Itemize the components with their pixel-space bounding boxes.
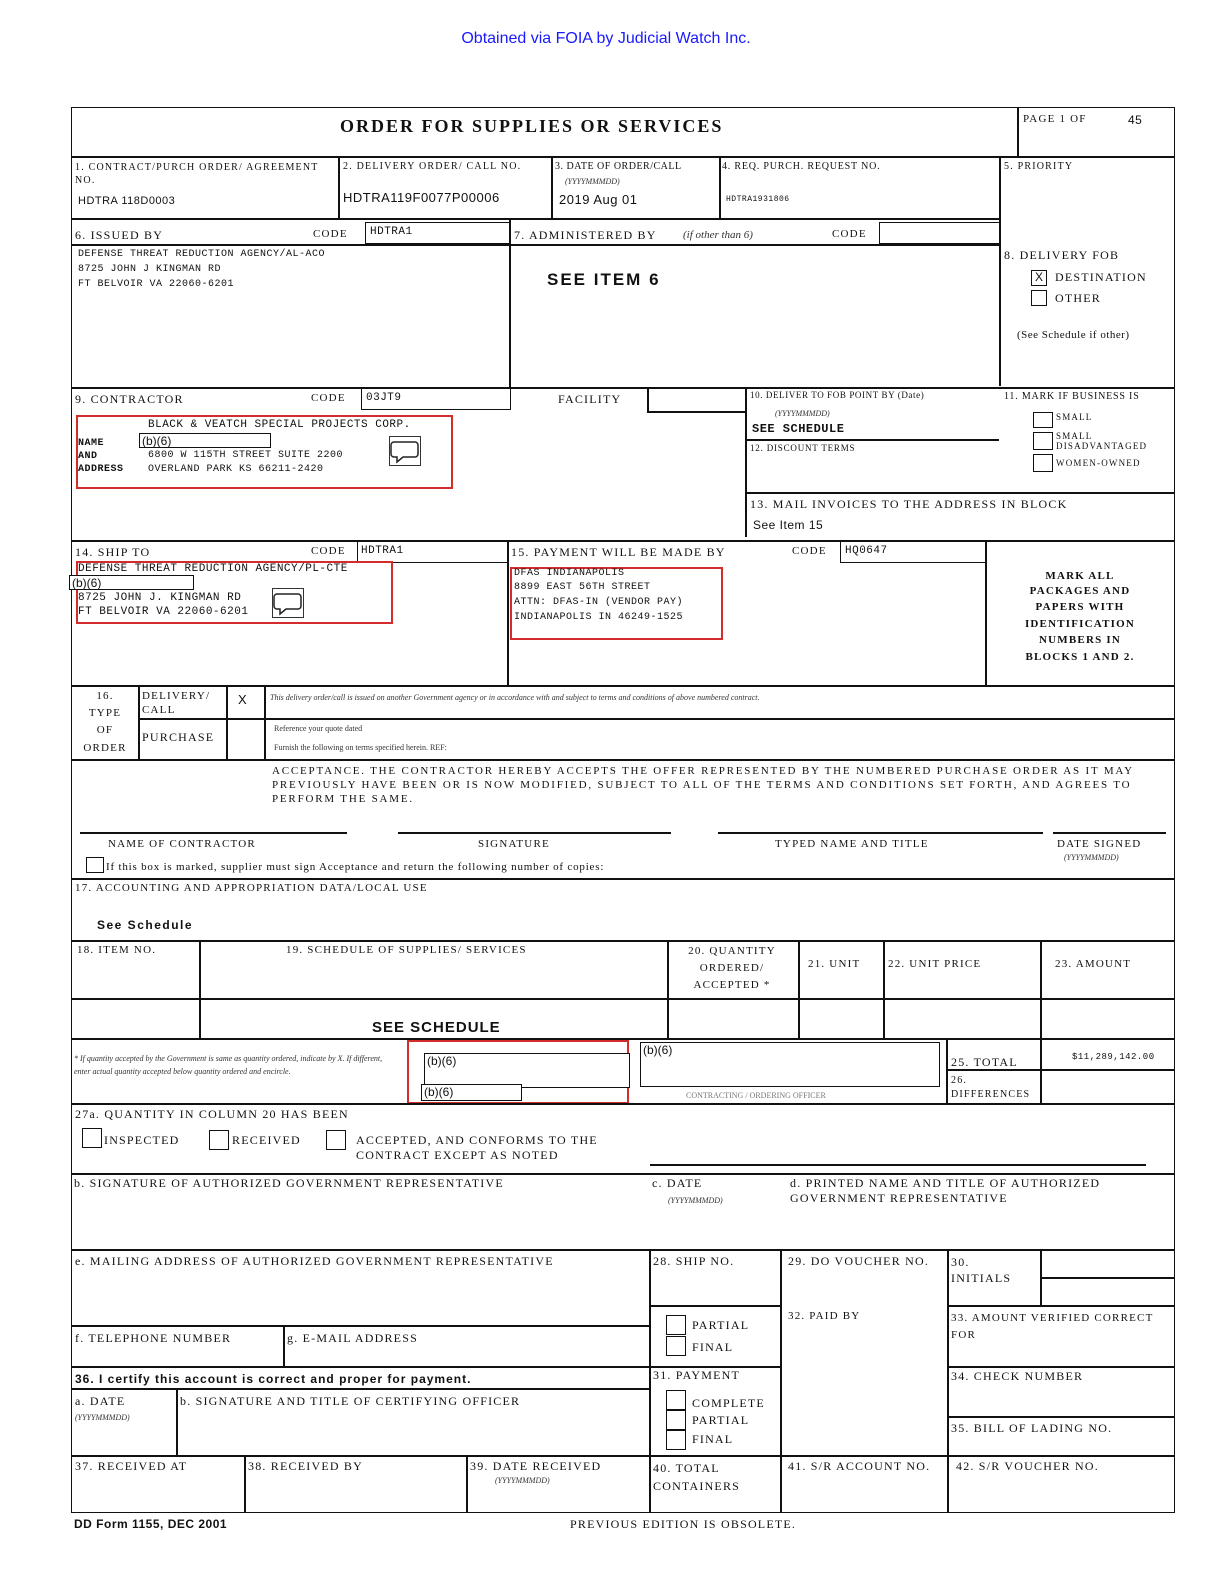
purchase-text1: Reference your quote dated bbox=[274, 724, 363, 733]
block13-value: See Item 15 bbox=[753, 518, 824, 532]
block3-order-date: 2019 Aug 01 bbox=[559, 192, 638, 207]
date-signed-label: DATE SIGNED bbox=[1057, 838, 1142, 850]
block9-code: 03JT9 bbox=[366, 392, 402, 404]
col21-header: 21. UNIT bbox=[808, 958, 861, 970]
block14-code-label: CODE bbox=[311, 545, 346, 557]
fob-note: (See Schedule if other) bbox=[1017, 329, 1130, 341]
see-schedule-text: SEE SCHEDULE bbox=[372, 1019, 501, 1036]
block7-italic: (if other than 6) bbox=[683, 229, 753, 241]
acceptance-copies-text: If this box is marked, supplier must sign Acceptance and return the following number of copies: bbox=[106, 861, 605, 873]
block6-code: HDTRA1 bbox=[370, 226, 413, 238]
received-label: RECEIVED bbox=[232, 1133, 301, 1147]
mark-all-line1: MARK ALL bbox=[1045, 570, 1115, 582]
block8-label: 8. DELIVERY FOB bbox=[1004, 248, 1120, 262]
comment-icon[interactable] bbox=[389, 436, 421, 466]
payment-partial-checkbox[interactable] bbox=[666, 1410, 686, 1430]
block5-label: 5. PRIORITY bbox=[1004, 161, 1074, 172]
typed-name-label: TYPED NAME AND TITLE bbox=[775, 838, 929, 850]
payment-complete-label: COMPLETE bbox=[692, 1396, 765, 1410]
contractor-and-label: AND bbox=[78, 451, 98, 462]
block17-value: See Schedule bbox=[97, 918, 194, 932]
col23-header: 23. AMOUNT bbox=[1055, 958, 1132, 970]
c-date-format: (YYYYMMMDD) bbox=[668, 1196, 723, 1205]
signature-label: SIGNATURE bbox=[478, 838, 550, 850]
previous-edition-note: PREVIOUS EDITION IS OBSOLETE. bbox=[570, 1517, 797, 1531]
page-total: 45 bbox=[1128, 113, 1143, 127]
block10-format: (YYYYMMMDD) bbox=[775, 409, 830, 418]
contractor-address-line2: OVERLAND PARK KS 66211-2420 bbox=[148, 464, 324, 475]
col22-header: 22. UNIT PRICE bbox=[888, 958, 982, 970]
ship-to-line3: FT BELVOIR VA 22060-6201 bbox=[78, 606, 249, 618]
b36-label: 36. I certify this account is correct and proper for payment. bbox=[75, 1372, 472, 1386]
contractor-address-label: ADDRESS bbox=[78, 464, 124, 475]
block6-line1: DEFENSE THREAT REDUCTION AGENCY/AL-ACO bbox=[78, 249, 326, 260]
comment-icon[interactable] bbox=[272, 588, 304, 618]
mark-all-line3: PAPERS WITH bbox=[1035, 601, 1125, 613]
block25-total: $11,289,142.00 bbox=[1072, 1052, 1155, 1062]
b31-label: 31. PAYMENT bbox=[653, 1368, 740, 1382]
name-of-contractor: NAME OF CONTRACTOR bbox=[108, 838, 256, 850]
b39-label: 39. DATE RECEIVED bbox=[470, 1459, 602, 1473]
inspected-checkbox[interactable] bbox=[82, 1128, 102, 1148]
col20-header: 20. QUANTITY ORDERED/ ACCEPTED * bbox=[688, 945, 776, 991]
block27-label: 27a. QUANTITY IN COLUMN 20 HAS BEEN bbox=[75, 1107, 349, 1121]
delivery-call-label2: CALL bbox=[142, 704, 176, 716]
contracting-redaction-2: (b)(6) bbox=[640, 1042, 940, 1087]
e-mailing-address-label: e. MAILING ADDRESS OF AUTHORIZED GOVERNMENT REPRESENTATIVE bbox=[75, 1254, 554, 1268]
mark-all-line2: PACKAGES AND bbox=[1029, 585, 1131, 597]
block13-label: 13. MAIL INVOICES TO THE ADDRESS IN BLOCK bbox=[750, 497, 1068, 511]
quantity-footnote: * If quantity accepted by the Government is same as quantity ordered, indicate by X. If different, enter actual quantity accepted below quantity ordered and encircle. bbox=[74, 1054, 383, 1076]
d-printed-name-label: d. PRINTED NAME AND TITLE OF AUTHORIZED GOVERNMENT REPRESENTATIVE bbox=[790, 1176, 1101, 1205]
block16-type: TYPE bbox=[88, 707, 122, 719]
acceptance-text: ACCEPTANCE. THE CONTRACTOR HEREBY ACCEPTS THE OFFER REPRESENTED BY THE NUMBERED PURCHASE ORDER AS IT MAY PREVIOUSLY HAVE BEEN OR IS NOW MODIFIED, SUBJECT TO ALL OF THE TERMS AND CONDITIONS SET FORTH, AND AGREES TO PERFORM THE SAME. bbox=[272, 765, 1134, 805]
b38-label: 38. RECEIVED BY bbox=[248, 1459, 363, 1473]
ship-partial-checkbox[interactable] bbox=[666, 1315, 686, 1335]
c-date-label: c. DATE bbox=[652, 1176, 703, 1190]
contracting-redaction-1: (b)(6) bbox=[424, 1053, 630, 1088]
payment-final-label: FINAL bbox=[692, 1432, 734, 1446]
form-number: DD Form 1155, DEC 2001 bbox=[74, 1517, 228, 1531]
mark-all-line6: BLOCKS 1 AND 2. bbox=[1025, 651, 1135, 663]
b29-label: 29. DO VOUCHER NO. bbox=[788, 1254, 930, 1268]
col18-header: 18. ITEM NO. bbox=[77, 944, 157, 956]
b32-label: 32. PAID BY bbox=[788, 1310, 861, 1322]
block10-label: 10. DELIVER TO FOB POINT BY (Date) bbox=[750, 390, 925, 400]
block3-format: (YYYYMMMDD) bbox=[565, 177, 620, 186]
block3-label: 3. DATE OF ORDER/CALL bbox=[555, 161, 682, 172]
ship-final-checkbox[interactable] bbox=[666, 1336, 686, 1356]
b39-format: (YYYYMMMDD) bbox=[495, 1476, 550, 1485]
block4-request-number: HDTRA1931806 bbox=[726, 195, 790, 204]
b33-label: 33. AMOUNT VERIFIED CORRECT FOR bbox=[951, 1312, 1154, 1341]
block15-code-label: CODE bbox=[792, 545, 827, 557]
women-owned-label: WOMEN-OWNED bbox=[1056, 458, 1141, 468]
block11-label: 11. MARK IF BUSINESS IS bbox=[1004, 391, 1140, 402]
fob-destination-checkbox[interactable]: X bbox=[1031, 270, 1047, 286]
block4-label: 4. REQ. PURCH. REQUEST NO. bbox=[722, 161, 881, 172]
b34-label: 34. CHECK NUMBER bbox=[951, 1369, 1084, 1383]
block6-code-label: CODE bbox=[313, 228, 348, 240]
foia-header-note: Obtained via FOIA by Judicial Watch Inc. bbox=[461, 30, 751, 47]
form-frame bbox=[71, 107, 1175, 1513]
b-certifying-label: b. SIGNATURE AND TITLE OF CERTIFYING OFFICER bbox=[180, 1394, 521, 1408]
block1-contract-number: HDTRA 118D0003 bbox=[78, 195, 176, 207]
b37-label: 37. RECEIVED AT bbox=[75, 1459, 188, 1473]
payment-final-checkbox[interactable] bbox=[666, 1430, 686, 1450]
fob-other-checkbox[interactable] bbox=[1031, 290, 1047, 306]
block14-code: HDTRA1 bbox=[361, 545, 404, 557]
payment-partial-label: PARTIAL bbox=[692, 1413, 750, 1427]
contractor-address-line1: 6800 W 115TH STREET SUITE 2200 bbox=[148, 450, 344, 461]
b40-label: 40. TOTAL CONTAINERS bbox=[653, 1461, 741, 1493]
ship-final-label: FINAL bbox=[692, 1340, 734, 1354]
mark-all-line4: IDENTIFICATION bbox=[1024, 618, 1136, 630]
ship-partial-label: PARTIAL bbox=[692, 1318, 750, 1332]
small-business-label: SMALL bbox=[1056, 412, 1093, 422]
acceptance-copies-checkbox[interactable] bbox=[86, 857, 104, 873]
accepted-checkbox[interactable] bbox=[326, 1130, 346, 1150]
delivery-call-label1: DELIVERY/ bbox=[142, 690, 211, 702]
block7-label: 7. ADMINISTERED BY bbox=[514, 228, 657, 242]
inspected-label: INSPECTED bbox=[104, 1133, 180, 1147]
page-label: PAGE 1 OF bbox=[1023, 113, 1087, 125]
small-business-checkbox[interactable] bbox=[1033, 412, 1053, 428]
block12-label: 12. DISCOUNT TERMS bbox=[750, 443, 856, 453]
b28-label: 28. SHIP NO. bbox=[653, 1254, 735, 1268]
b-signature-label: b. SIGNATURE OF AUTHORIZED GOVERNMENT REPRESENTATIVE bbox=[74, 1176, 504, 1190]
small-disadvantaged-label: SMALL DISADVANTAGED bbox=[1056, 431, 1148, 451]
b41-label: 41. S/R ACCOUNT NO. bbox=[788, 1459, 931, 1473]
purchase-label: PURCHASE bbox=[142, 730, 215, 744]
block9-label: 9. CONTRACTOR bbox=[75, 392, 184, 406]
contracting-redaction-3: (b)(6) bbox=[421, 1084, 522, 1101]
ship-to-line2: 8725 JOHN J. KINGMAN RD bbox=[78, 592, 242, 604]
block7-code-label: CODE bbox=[832, 228, 867, 240]
col19-header: 19. SCHEDULE OF SUPPLIES/ SERVICES bbox=[286, 944, 527, 956]
b35-label: 35. BILL OF LADING NO. bbox=[951, 1421, 1113, 1435]
ship-to-redaction: (b)(6) bbox=[69, 575, 194, 590]
fob-destination-label: DESTINATION bbox=[1055, 270, 1147, 284]
block9-facility-label: FACILITY bbox=[558, 392, 622, 406]
block7-value: SEE ITEM 6 bbox=[547, 270, 661, 289]
payment-line1: DFAS INDIANAPOLIS bbox=[514, 568, 625, 579]
payment-line2: 8899 EAST 56TH STREET bbox=[514, 582, 651, 593]
b42-label: 42. S/R VOUCHER NO. bbox=[956, 1459, 1099, 1473]
mark-all-line5: NUMBERS IN bbox=[1039, 634, 1121, 646]
block15-label: 15. PAYMENT WILL BE MADE BY bbox=[511, 545, 726, 559]
contractor-name-label: NAME bbox=[78, 438, 105, 449]
block14-label: 14. SHIP TO bbox=[75, 545, 151, 559]
payment-line3: ATTN: DFAS-IN (VENDOR PAY) bbox=[514, 597, 684, 608]
block6-label: 6. ISSUED BY bbox=[75, 228, 164, 242]
contracting-officer-label: CONTRACTING / ORDERING OFFICER bbox=[686, 1091, 826, 1100]
block15-code: HQ0647 bbox=[845, 545, 888, 557]
contractor-redaction: (b)(6) bbox=[139, 433, 271, 448]
block25-label: 25. TOTAL bbox=[951, 1055, 1018, 1069]
block6-line3: FT BELVOIR VA 22060-6201 bbox=[78, 279, 235, 290]
block9-code-label: CODE bbox=[311, 392, 346, 404]
purchase-text2: Furnish the following on terms specified herein. REF: bbox=[274, 743, 447, 752]
block6-line2: 8725 JOHN J KINGMAN RD bbox=[78, 264, 222, 275]
block2-order-number: HDTRA119F0077P00006 bbox=[343, 190, 500, 205]
delivery-call-text: This delivery order/call is issued on another Government agency or in accordance with and subject to terms and conditions of above numbered contract. bbox=[270, 693, 760, 702]
payment-line4: INDIANAPOLIS IN 46249-1525 bbox=[514, 612, 684, 623]
a-date-format: (YYYYMMMDD) bbox=[75, 1413, 130, 1422]
block26-label: 26. DIFFERENCES bbox=[951, 1075, 1031, 1100]
block16-num: 16. bbox=[96, 690, 114, 702]
small-disadvantaged-checkbox[interactable] bbox=[1033, 432, 1053, 450]
delivery-call-mark[interactable]: X bbox=[238, 692, 248, 707]
block2-label: 2. DELIVERY ORDER/ CALL NO. bbox=[343, 161, 522, 172]
g-email-label: g. E-MAIL ADDRESS bbox=[287, 1331, 418, 1345]
contractor-name: BLACK & VEATCH SPECIAL PROJECTS CORP. bbox=[148, 419, 411, 431]
block17-label: 17. ACCOUNTING AND APPROPRIATION DATA/LOCAL USE bbox=[75, 882, 428, 894]
date-signed-format: (YYYYMMMDD) bbox=[1064, 853, 1119, 862]
ship-to-line1: DEFENSE THREAT REDUCTION AGENCY/PL-CTE bbox=[78, 563, 348, 575]
block16-of: OF bbox=[96, 724, 114, 736]
block1-label: 1. CONTRACT/PURCH ORDER/ AGREEMENT NO. bbox=[75, 162, 319, 186]
fob-other-label: OTHER bbox=[1055, 291, 1101, 305]
a-date-label: a. DATE bbox=[75, 1394, 126, 1408]
women-owned-checkbox[interactable] bbox=[1033, 454, 1053, 472]
b30-label: 30. INITIALS bbox=[951, 1255, 1012, 1285]
form-title: ORDER FOR SUPPLIES OR SERVICES bbox=[340, 116, 724, 136]
f-telephone-label: f. TELEPHONE NUMBER bbox=[75, 1331, 232, 1345]
payment-complete-checkbox[interactable] bbox=[666, 1390, 686, 1410]
block16-order: ORDER bbox=[83, 742, 127, 754]
received-checkbox[interactable] bbox=[209, 1130, 229, 1150]
accepted-label: ACCEPTED, AND CONFORMS TO THE CONTRACT EXCEPT AS NOTED bbox=[356, 1133, 598, 1162]
block10-value: SEE SCHEDULE bbox=[752, 422, 845, 436]
